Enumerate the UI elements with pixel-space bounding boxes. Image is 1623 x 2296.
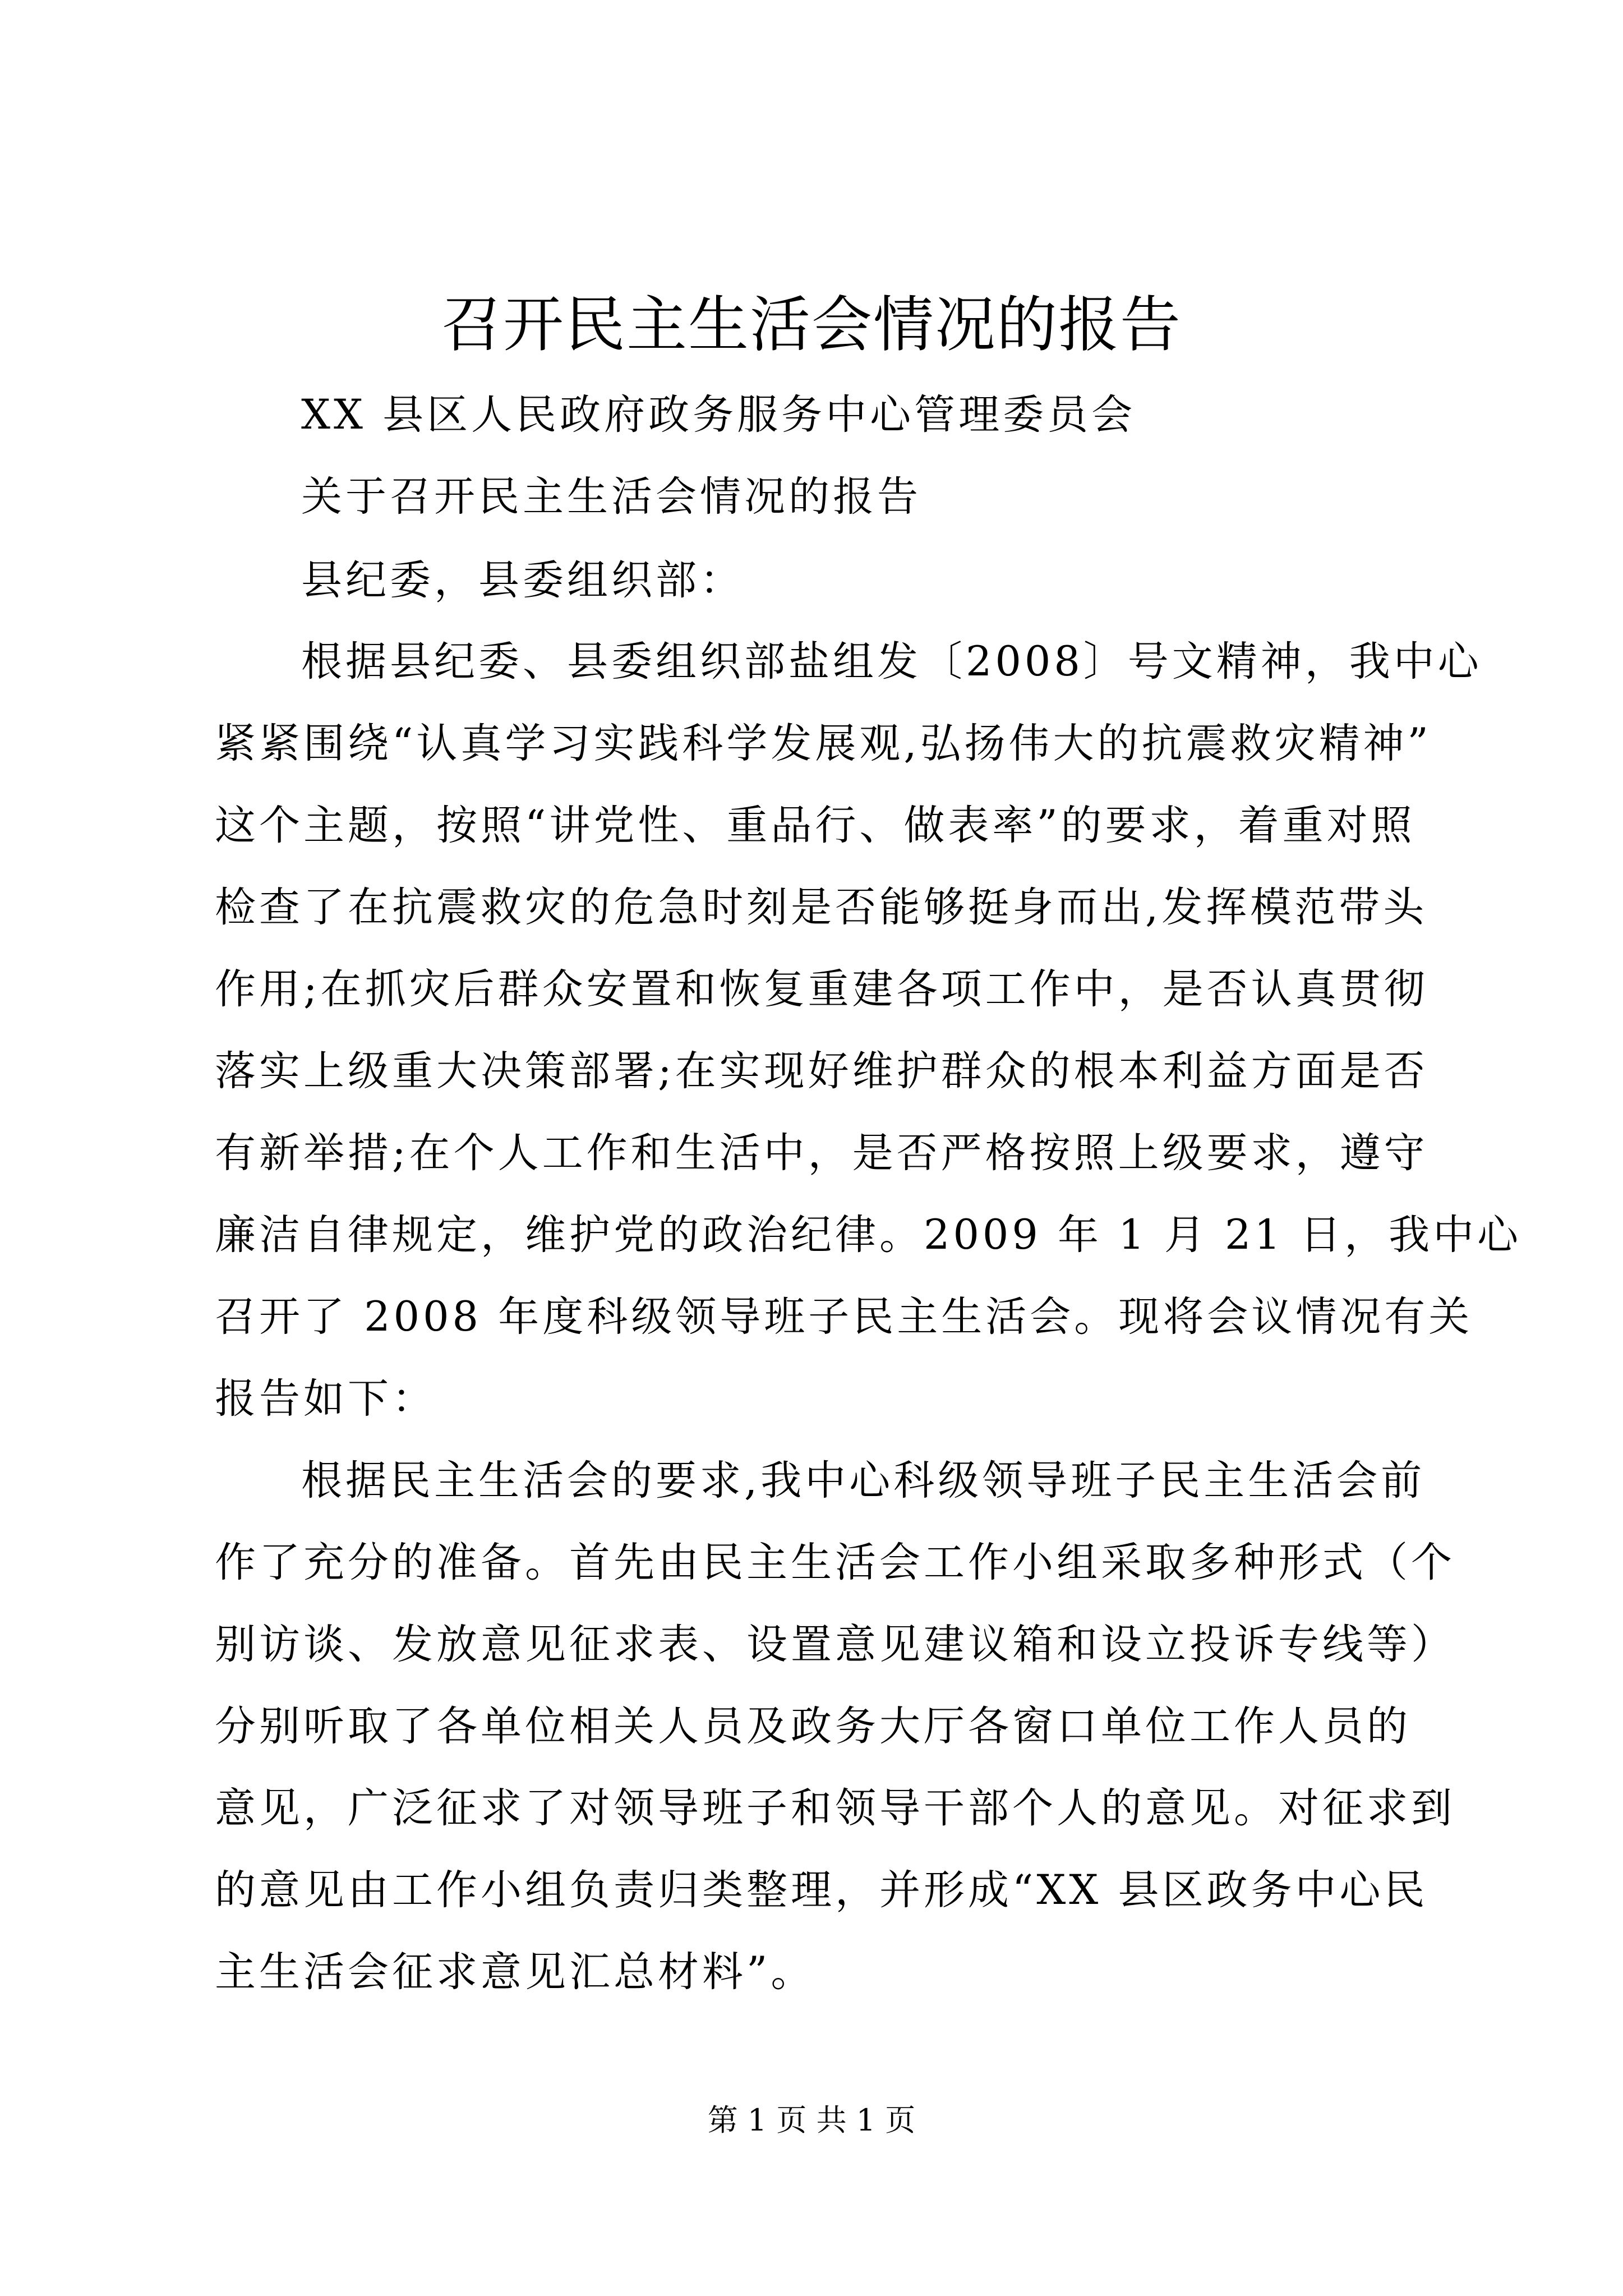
paragraph-2-line: 的意见由工作小组负责归类整理，并形成“XX 县区政务中心民: [215, 1866, 1428, 1914]
paragraph-2-line: 分别听取了各单位相关人员及政务大厅各窗口单位工作人员的: [215, 1703, 1411, 1750]
paragraph-1-line: 作用;在抓灾后群众安置和恢复重建各项工作中，是否认真贯彻: [215, 965, 1428, 1013]
paragraph-2-line: 根据民主生活会的要求,我中心科级领导班子民主生活会前: [301, 1457, 1426, 1504]
paragraph-1-line: 廉洁自律规定，维护党的政治纪律。2009 年 1 月 21 日，我中心: [215, 1211, 1522, 1259]
document-title: 召开民主生活会情况的报告: [441, 290, 1182, 360]
paragraph-1-line: 这个主题，按照“讲党性、重品行、做表率”的要求，着重对照: [215, 802, 1415, 849]
paragraph-1-line: 报告如下：: [215, 1375, 436, 1423]
paragraph-2-line: 意见，广泛征求了对领导班子和领导干部个人的意见。对征求到: [215, 1784, 1455, 1832]
paragraph-2-line: 别访谈、发放意见征求表、设置意见建议箱和设立投诉专线等）: [215, 1621, 1455, 1668]
report-subtitle: 关于召开民主生活会情况的报告: [301, 473, 921, 521]
paragraph-1-line: 检查了在抗震救灾的危急时刻是否能够挺身而出,发挥模范带头: [215, 884, 1428, 931]
paragraph-2-line: 作了充分的准备。首先由民主生活会工作小组采取多种形式（个: [215, 1539, 1455, 1586]
page-number-footer: 第 1 页 共 1 页: [707, 2102, 916, 2138]
paragraph-1-line: 召开了 2008 年度科级领导班子民主生活会。现将会议情况有关: [215, 1293, 1473, 1341]
recipient-organization: XX 县区人民政府政务服务中心管理委员会: [301, 391, 1136, 439]
paragraph-1-line: 有新举措;在个人工作和生活中，是否严格按照上级要求，遵守: [215, 1129, 1428, 1177]
paragraph-1-line: 落实上级重大决策部署;在实现好维护群众的根本利益方面是否: [215, 1047, 1428, 1095]
salutation: 县纪委，县委组织部：: [301, 556, 744, 604]
paragraph-1-line: 紧紧围绕“认真学习实践科学发展观,弘扬伟大的抗震救灾精神”: [215, 720, 1432, 767]
paragraph-2-line: 主生活会征求意见汇总材料”。: [215, 1948, 815, 1996]
paragraph-1-line: 根据县纪委、县委组织部盐组发〔2008〕号文精神，我中心: [301, 638, 1482, 685]
